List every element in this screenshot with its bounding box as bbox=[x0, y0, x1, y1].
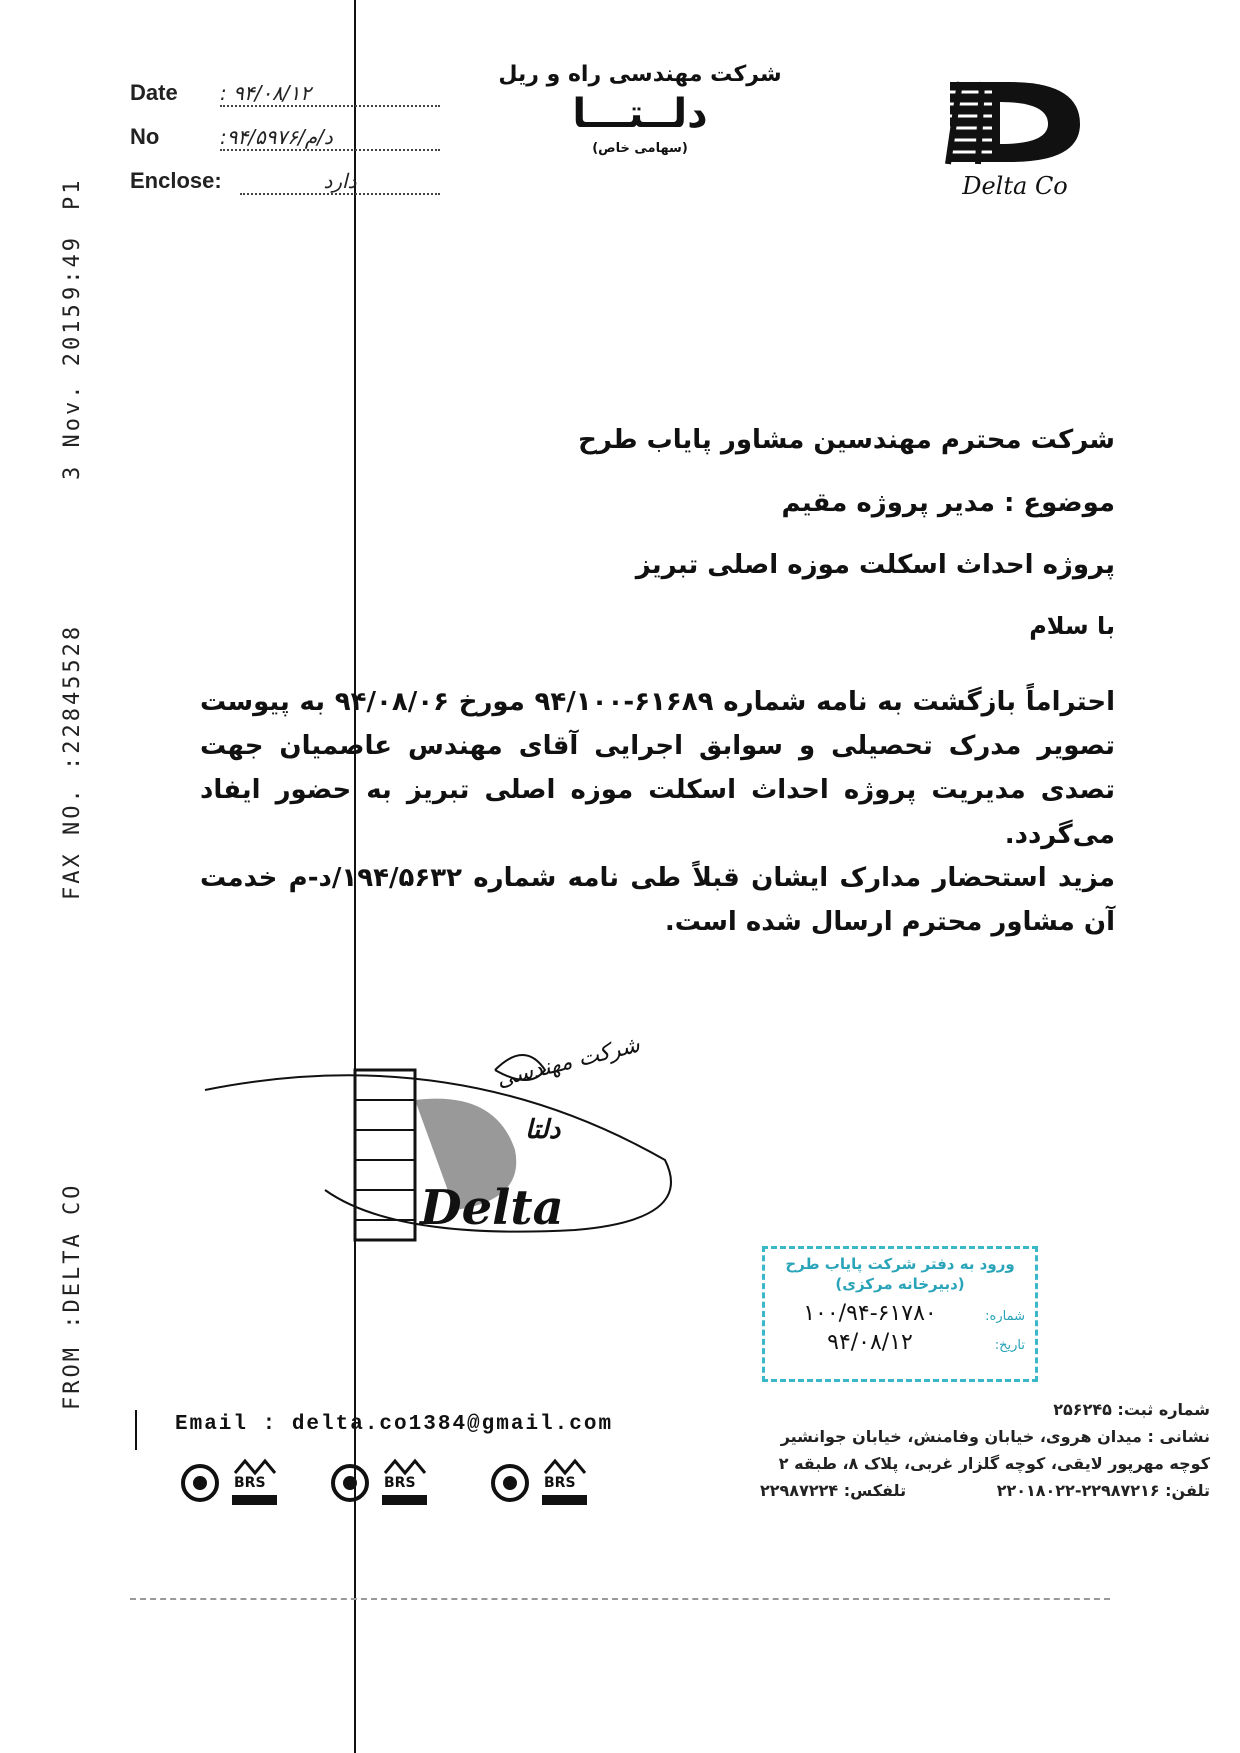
meta-block bbox=[130, 80, 460, 212]
footer-email: Email : delta.co1384@gmail.com bbox=[175, 1413, 614, 1436]
registration-number: شماره ثبت: ۲۵۶۲۴۵ bbox=[1053, 1400, 1210, 1419]
recipient: شرکت محترم مهندسین مشاور پایاب طرح bbox=[578, 425, 1115, 455]
company-logo bbox=[930, 62, 1100, 202]
bottom-dashed-rule bbox=[130, 1598, 1110, 1600]
stamp-date-value: ۹۴/۰۸/۱۲ bbox=[827, 1330, 913, 1355]
number-value: :د/م/۹۴/۵۹۷۶ bbox=[220, 125, 440, 151]
number-label: No bbox=[130, 124, 160, 149]
cert-label-2: BRS bbox=[384, 1475, 416, 1491]
company-name: دلــتـــا bbox=[572, 91, 708, 137]
stamp-date-label: تاریخ: bbox=[994, 1338, 1025, 1353]
signature-handwriting: شرکت مهندسی bbox=[494, 1032, 643, 1093]
cert-label-1: BRS bbox=[234, 1475, 266, 1491]
receipt-stamp bbox=[762, 1246, 1038, 1382]
stamp-number-label: شماره: bbox=[985, 1309, 1025, 1324]
company-line: شرکت مهندسی راه و ریل bbox=[498, 62, 782, 87]
fax-time: 9:49 bbox=[60, 235, 85, 300]
fax-page: P1 bbox=[60, 177, 85, 210]
cert-label-3: BRS bbox=[544, 1475, 576, 1491]
address-line-1: نشانی : میدان هروی، خیابان وفامنش، خیابان جوانشیر bbox=[780, 1427, 1210, 1446]
fax-from: FROM :DELTA CO bbox=[60, 1182, 85, 1410]
stamp-line-2: (دبیرخانه مرکزی) bbox=[835, 1275, 965, 1293]
certifications bbox=[180, 1455, 630, 1525]
date-label: Date bbox=[130, 80, 178, 105]
cert-badge-1 bbox=[180, 1455, 290, 1515]
logo-caption: Delta Co bbox=[962, 172, 1068, 200]
enclose-label: Enclose: bbox=[130, 168, 222, 193]
address-line-2: کوچه مهرپور لایقی، کوچه گلزار غربی، پلاک ۸، طبقه ۲ bbox=[778, 1454, 1210, 1473]
seal-persian-text: دلتا bbox=[525, 1115, 561, 1145]
company-seal bbox=[195, 1030, 715, 1260]
fax-number-footer: تلفکس: ۲۲۹۸۷۲۲۴ bbox=[760, 1481, 907, 1500]
stamp-line-1: ورود به دفتر شرکت پایاب طرح bbox=[785, 1255, 1015, 1273]
company-title-block bbox=[480, 62, 800, 156]
phone-numbers: تلفن: ۲۲۹۸۷۲۱۶-۲۲۰۱۸۰۲۲ bbox=[996, 1481, 1210, 1500]
paragraph-1: احتراماً بازگشت به نامه شماره ۶۱۶۸۹-۹۴/۱۰۰ مورخ ۹۴/۰۸/۰۶ به پیوست تصویر مدرک تحصیلی و سوابق اجرایی آقای مهندس عاصمیان جهت تصدی مدیریت پروژه احداث اسکلت موزه اصلی تبریز به حضور ایفاد می‌گردد. bbox=[200, 687, 1115, 850]
rail-logo-icon bbox=[930, 62, 1100, 172]
fax-header-strip bbox=[60, 177, 120, 1580]
cert-badge-3 bbox=[490, 1455, 600, 1515]
stamp-number-value: ۱۰۰/۹۴-۶۱۷۸۰ bbox=[803, 1301, 937, 1326]
subject: موضوع : مدیر پروژه مقیم bbox=[781, 488, 1115, 518]
company-type: (سهامی خاص) bbox=[592, 141, 688, 156]
greeting: با سلام bbox=[1029, 612, 1115, 640]
cert-badge-2 bbox=[330, 1455, 440, 1515]
footer-contact bbox=[760, 1400, 1210, 1500]
project-title: پروژه احداث اسکلت موزه اصلی تبریز bbox=[635, 550, 1115, 580]
fax-date: 3 Nov. 2015 bbox=[60, 301, 85, 480]
seal-delta-text: Delta bbox=[420, 1180, 564, 1236]
footer-divider bbox=[135, 1410, 137, 1450]
date-value: : ۹۴/۰۸/۱۲ bbox=[220, 81, 440, 107]
paragraph-2: مزید استحضار مدارک ایشان قبلاً طی نامه شماره ۱۹۴/۵۶۳۲/د-م خدمت آن مشاور محترم ارسال شده است. bbox=[200, 863, 1115, 938]
enclose-value: دارد bbox=[240, 169, 440, 195]
fax-number: FAX NO. :22845528 bbox=[60, 623, 85, 900]
